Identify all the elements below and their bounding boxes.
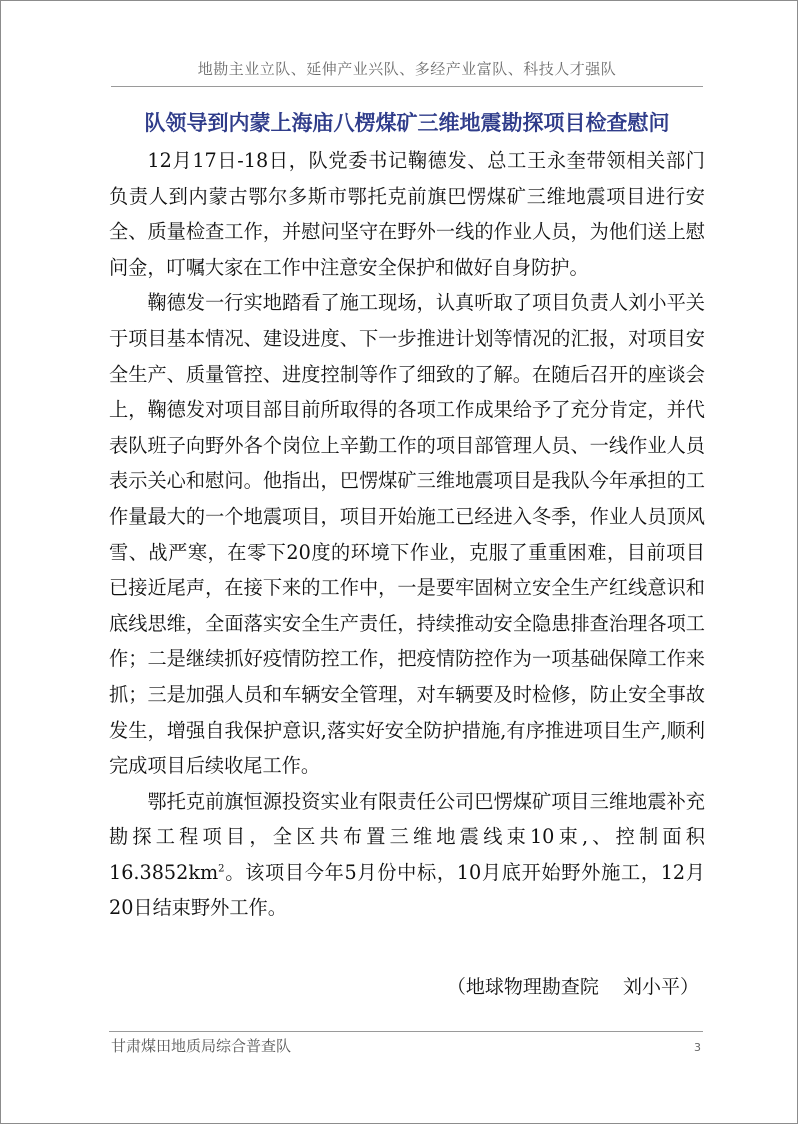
paragraph-3-text-end: 。该项目今年5月份中标，10月底开始野外施工，12月20日结束野外工作。 [109, 860, 705, 920]
footer-organization: 甘肃煤田地质局综合普查队 [111, 1037, 292, 1055]
article-title: 队领导到内蒙上海庙八楞煤矿三维地震勘探项目检查慰问 [144, 110, 670, 135]
paragraph-3 [109, 784, 705, 926]
author-signature: （地球物理勘查院 刘小平） [446, 976, 699, 998]
article-body [109, 143, 705, 926]
page-header-slogan: 地勘主业立队、延伸产业兴队、多经产业富队、科技人才强队 [111, 58, 703, 87]
area-unit-superscript: 2 [218, 863, 225, 875]
paragraph-2: 鞠德发一行实地踏看了施工现场，认真听取了项目负责人刘小平关于项目基本情况、建设进度、下一步推进计划等情况的汇报，对项目安全生产、质量管控、进度控制等作了细致的了解。在随后召开的座谈会上，鞠德发对项目部目前所取得的各项工作成果给予了充分肯定，并代表队班子向野外各个岗位上辛勤工作的项目部管理人员、一线作业人员表示关心和慰问。他指出，巴愣煤矿三维地震项目是我队今年承担的工作量最大的一个地震项目，项目开始施工已经进入冬季，作业人员顶风雪、战严寒，在零下20度的环境下作业，克服了重重困难，目前项目已接近尾声，在接下来的工作中，一是要牢固树立安全生产红线意识和底线思维，全面落实安全生产责任，持续推动安全隐患排查治理各项工作；二是继续抓好疫情防控工作，把疫情防控作为一项基础保障工作来抓；三是加强人员和车辆安全管理，对车辆要及时检修，防止安全事故发生，增强自我保护意识,落实好安全防护措施,有序推进项目生产,顺利完成项目后续收尾工作。 [109, 291, 705, 778]
paragraph-3-text: 鄂托克前旗恒源投资实业有限责任公司巴愣煤矿项目三维地震补充勘探工程项目，全区共布置三维地震线束10束,、控制面积16.3852km [109, 789, 705, 884]
paragraph-1: 12月17日-18日，队党委书记鞠德发、总工王永奎带领相关部门负责人到内蒙古鄂尔多斯市鄂托克前旗巴愣煤矿三维地震项目进行安全、质量检查工作，并慰问坚守在野外一线的作业人员，为他们送上慰问金，叮嘱大家在工作中注意安全保护和做好自身防护。 [109, 149, 705, 279]
footer-divider [109, 1031, 703, 1032]
page-number: 3 [694, 1041, 701, 1054]
